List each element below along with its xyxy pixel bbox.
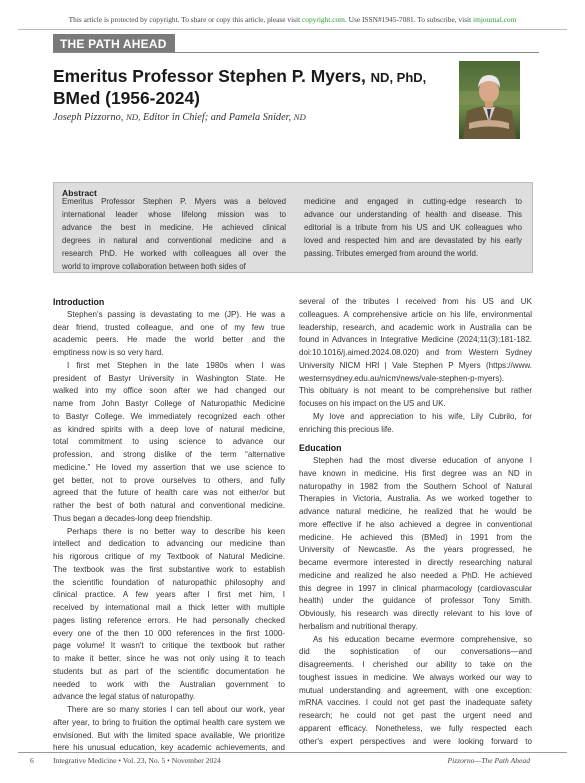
body-text-line: University of Newcastle. As the years progressed, he <box>299 545 532 555</box>
header-divider <box>18 29 567 30</box>
body-text-line: enriching this precious life. <box>299 424 394 434</box>
journal-info: Integrative Medicine • Vol. 23, No. 5 • November 2024 <box>53 756 221 765</box>
title-credentials: ND, PhD, <box>370 70 427 85</box>
abstract-line: international leader whose lifelong mission was to <box>62 209 286 219</box>
abstract-line: degrees in natural and conventional medicine and a <box>62 235 286 245</box>
body-text-line: several of the tributes I received from his US and UK <box>299 297 532 306</box>
body-text-line: walked into my office soon after we had changed our <box>53 386 285 396</box>
body-text-line: herbalism and nutritional therapy. <box>299 621 418 631</box>
abstract-line: research PhD. He worked with colleagues all over the <box>62 248 286 258</box>
body-text-line: University NICM HRI | Vale Stephen P Myers (https://www. <box>299 360 532 370</box>
copyright-notice <box>0 15 585 24</box>
author-portrait-photo <box>459 61 520 139</box>
copyright-text: This article is protected by copyright. To share or copy this article, please visit <box>68 15 301 24</box>
body-text-line: toughest issues in medicine. We always worked our way to <box>299 672 532 682</box>
body-text-line: Stephen had the most diverse education of anyone I <box>313 456 532 465</box>
body-text-line: There are so many stories I can tell about our work, year <box>67 705 285 714</box>
body-text-line: I first met Stephen in the late 1980s when I was <box>67 360 285 370</box>
article-title <box>53 66 433 109</box>
body-text-line: to Bastyr College. We immediately recognized each other <box>53 411 285 421</box>
copyright-link[interactable]: copyright.com. <box>302 15 347 24</box>
body-text-line: mutual understanding and agreement, with one exception: <box>299 685 532 695</box>
abstract-right-column <box>304 196 522 261</box>
body-text-line: page volume! It wasn't to critique the textbook but rather <box>53 641 285 651</box>
section-tag: THE PATH AHEAD <box>53 34 175 53</box>
body-text-line: Obviously, his research was directly relevant to his love of <box>299 609 532 618</box>
abstract-line: loved and respected him and are devastated by his early <box>304 235 522 245</box>
abstract-line: advance our understanding of health and disease. This <box>304 209 522 219</box>
body-text-line: naturopathy in 1982 from the Southern School of Natural <box>299 481 532 491</box>
body-text-line: My love and appreciation to his wife, Lily Cubrilo, for <box>313 411 532 421</box>
body-text-line: academic peers. He made the world better and the <box>53 335 285 345</box>
body-text-line: this degree in 1997 in clinical pharmacology (cardiovascular <box>299 583 532 593</box>
abstract-line: editorial is a tribute from his US and UK colleagues who <box>304 222 522 232</box>
body-text-line: leadership, research, and academic work in Australia can be <box>299 322 532 332</box>
title-line-1: Emeritus Professor Stephen P. Myers, <box>53 66 366 86</box>
body-text-line: Thus began a decades-long deep friendship. <box>53 513 213 523</box>
body-text-line: envisioned. But with the limited space available, We prioritize <box>53 730 285 740</box>
body-text-line: name from John Bastyr College of Naturopathic Medicine <box>53 399 285 408</box>
section-heading: Introduction <box>53 297 105 307</box>
page-number: 6 <box>30 756 34 765</box>
body-text-line: clinical practice. A few years after I first met him, I <box>53 590 285 600</box>
author-1-degree: ND, <box>125 112 141 122</box>
abstract-line: Emeritus Professor Stephen P. Myers was a beloved <box>62 197 286 206</box>
body-text-line: did the sophistication of our conversations—and <box>299 647 532 657</box>
body-column-right <box>299 296 532 748</box>
abstract-heading: Abstract <box>62 188 97 198</box>
section-heading: Education <box>299 443 342 454</box>
body-text-line: As his education became evermore comprehensive, so <box>313 634 532 644</box>
body-text-line: get better, not to prove ourselves to others, and fully <box>53 475 285 485</box>
body-text-line: dear friend, trusted colleague, and one of my few true <box>53 322 285 332</box>
body-text-line: found in Advances in Integrative Medicine (2024;11(3):181-182. <box>299 335 532 345</box>
body-text-line: research; he could not get past the urgent need and <box>299 711 532 720</box>
body-text-line: health) under the guidance of professor Tony Smith. <box>299 596 532 606</box>
abstract-line: medicine and engaged in cutting-edge research to <box>304 197 522 206</box>
body-text-line: emptiness now is so very hard. <box>53 348 164 357</box>
body-text-line: pages listing reference errors. He had personally checked <box>53 615 285 625</box>
subscribe-link[interactable]: imjournal.com <box>473 15 517 24</box>
author-1-name: Joseph Pizzorno, <box>53 112 124 123</box>
body-text-line: president of Bastyr University in Washington State. He <box>53 373 285 383</box>
body-text-line: total commitment to using science to advance our <box>53 437 285 447</box>
body-text-line: as kindred spirits with a deep love of natural medicine, <box>53 424 285 434</box>
body-text-line: disagreements. I cherished our ability to take on the <box>299 660 532 669</box>
body-text-line: westernsydney.edu.au/nicm/news/vale-stephen-p-myers). <box>299 373 505 383</box>
author-2-degree: ND <box>293 112 306 122</box>
body-text-line: Therapies in Victoria, Australia. As we worked together to <box>299 494 532 504</box>
body-text-line: have known in medicine. His first degree was an ND in <box>299 468 532 478</box>
body-text-line: Perhaps there is no better way to describe his keen <box>67 526 285 536</box>
body-text-line: students but as part of the scientific documentation he <box>53 666 285 676</box>
body-text-line: agreed that the future of health care was not either/or but <box>53 488 285 498</box>
body-text-line: medicine and realized he also needed a PhD. He achieved <box>299 570 532 580</box>
running-head: Pizzorno—The Path Ahead <box>447 756 530 765</box>
body-text-line: profession, and strong dislike of the term “alternative <box>53 450 285 459</box>
body-text-line: needed to work with the Australian government to <box>53 679 285 689</box>
title-line-2: BMed (1956-2024) <box>53 88 200 108</box>
body-text-line: colleagues. A comprehensive article on his life, environmental <box>299 309 532 319</box>
body-text-line: The textbook was the first substantive work to establish <box>53 564 285 574</box>
body-text-line: Stephen's passing is devastating to me (JP). He was a <box>67 309 285 319</box>
body-text-line: advance the legal status of naturopathy. <box>53 692 196 702</box>
section-divider <box>53 52 539 53</box>
body-text-line: advance natural medicine, he realized that he would be <box>299 507 532 516</box>
abstract-line: world to improve collaboration between both sides of <box>62 261 246 271</box>
author-roles: Editor in Chief; and Pamela Snider, <box>142 112 292 123</box>
body-text-line: to make it better, since he was not only using it to teach <box>53 654 285 663</box>
body-text-line: doi:10.1016/j.aimed.2024.08.020) and from Western Sydney <box>299 348 532 357</box>
body-text-line: other's expert perspectives and were looking forward to <box>299 736 532 746</box>
body-text-line: received by international mail a thick letter with multiple <box>53 603 285 612</box>
abstract-line: advance the best in medicine. He achieved clinical <box>62 222 286 232</box>
body-text-line: apparent efficacy. Nonetheless, we fully respected each <box>299 723 532 733</box>
body-text-line: the scientific foundation of naturopathic philosophy and <box>53 577 285 587</box>
body-text-line: his rigorous critique of my Textbook of Natural Medicine. <box>53 552 285 561</box>
body-column-left <box>53 296 285 755</box>
body-text-line: rather the best of both natural and conventional medicine. <box>53 501 285 510</box>
body-text-line: here his unusual education, key academic achievements, and <box>53 743 285 753</box>
body-text-line: after year, to bring to fruition the optimal health care system we <box>53 717 285 727</box>
body-text-line: more effective if he also achieved a degree in conventional <box>299 519 532 529</box>
body-text-line: medicine. He achieved this (BMed) in 1991 from the <box>299 532 532 542</box>
body-text-line: focuses on his impact on the US and UK. <box>299 399 446 408</box>
body-text-line: became evermore interested in directly researching natural <box>299 558 532 567</box>
abstract-line: passing. Tributes emerged from around the world. <box>304 248 479 258</box>
body-text-line: every one of the then 10 000 references in the first 1000- <box>53 628 285 638</box>
abstract-left-column <box>62 196 286 273</box>
author-line <box>53 112 443 123</box>
body-text-line: medicine.” He loved my assertion that we use science to <box>53 462 285 472</box>
body-text-line: intellect and dedication to advancing our medicine than <box>53 539 285 549</box>
body-text-line: mRNA vaccines. I could not get past the inadequate safety <box>299 698 532 708</box>
footer-divider <box>18 752 567 753</box>
issn-text: Use ISSN#1945-7081. To subscribe, visit <box>348 15 472 24</box>
body-text-line: This obituary is not meant to be comprehensive but rather <box>299 386 532 396</box>
